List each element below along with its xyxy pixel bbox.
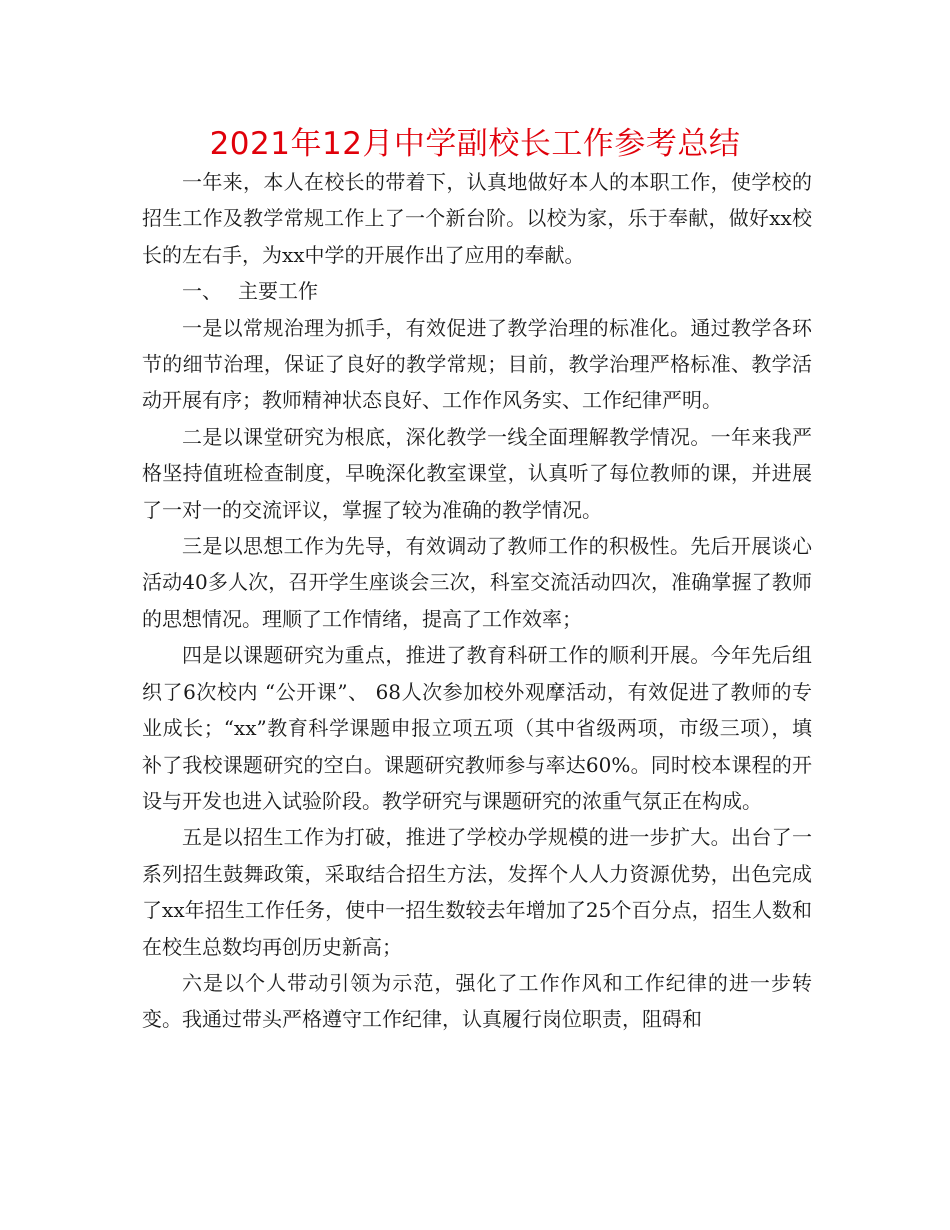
paragraph-1: 一是以常规治理为抓手，有效促进了教学治理的标准化。通过教学各环节的细节治理，保证了良好的教学常规；目前，教学治理严格标准、教学活动开展有序；教师精神状态良好、工作作风务实、工作纪律严明。 (142, 315, 812, 413)
paragraph-4: 四是以课题研究为重点，推进了教育科研工作的顺利开展。今年先后组织了6次校内 “公开课”、 68人次参加校外观摩活动，有效促进了教师的专业成长；“xx”教育科学课题申报立项五项（其中省级两项，市级三项），填补了我校课题研究的空白。课题研究教师参与率达60%。同时校本课程的开设与开发也进入试验阶段。教学研究与课题研究的浓重气氛正在构成。 (142, 643, 812, 813)
paragraph-5: 五是以招生工作为打破，推进了学校办学规模的进一步扩大。出台了一系列招生鼓舞政策，采取结合招生方法，发挥个人人力资源优势，出色完成了xx年招生工作任务，使中一招生数较去年增加了25个百分点，招生人数和在校生总数均再创历史新高； (142, 825, 812, 959)
paragraph-2: 二是以课堂研究为根底，深化教学一线全面理解教学情况。一年来我严格坚持值班检查制度，早晚深化教室课堂，认真听了每位教师的课，并进展了一对一的交流评议，掌握了较为准确的教学情况。 (142, 424, 812, 522)
document-body (142, 164, 812, 1038)
paragraph-6: 六是以个人带动引领为示范，强化了工作作风和工作纪律的进一步转变。我通过带头严格遵守工作纪律，认真履行岗位职责，阻碍和 (142, 970, 812, 1032)
document-title: 2021年12月中学副校长工作参考总结 (209, 126, 741, 162)
section-heading (142, 273, 812, 309)
section-heading-number: 一、 (182, 279, 222, 304)
section-heading-text: 主要工作 (238, 279, 318, 304)
intro-paragraph: 一年来，本人在校长的带着下，认真地做好本人的本职工作，使学校的招生工作及教学常规工作上了一个新台阶。以校为家，乐于奉献，做好xx校长的左右手，为xx中学的开展作出了应用的奉献。 (142, 170, 812, 267)
paragraph-3: 三是以思想工作为先导，有效调动了教师工作的积极性。先后开展谈心活动40多人次，召开学生座谈会三次，科室交流活动四次，准确掌握了教师的思想情况。理顺了工作情绪，提高了工作效率； (142, 534, 812, 631)
